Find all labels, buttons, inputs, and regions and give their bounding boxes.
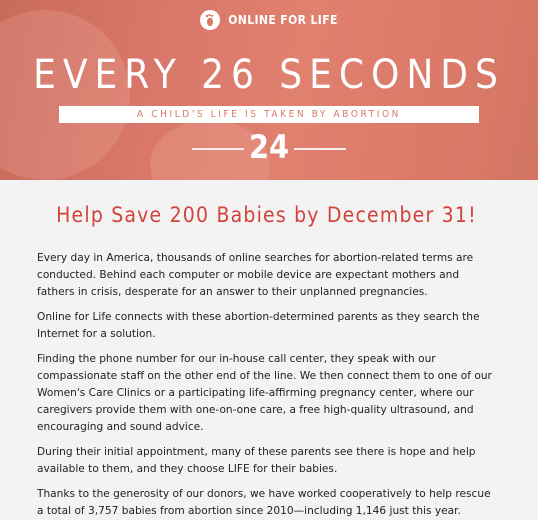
- body-paragraph: Online for Life connects with these abortion-determined parents as they search the Internet for a solution.: [37, 311, 480, 340]
- main-content: [0, 201, 538, 520]
- counter-divider-right: [294, 148, 346, 150]
- body-paragraph: Finding the phone number for our in-house call center, they speak with our compassionate staff on the other end of the line. We then connect them to one of our Women's Care Clinics or a participating life-affirming pregnancy center, where our caregivers provide them with one-on-one care, a free high-quality ultrasound, and encouraging and sound advice.: [37, 353, 492, 433]
- hero-subheadline-bar: [59, 106, 479, 123]
- page-title: Help Save 200 Babies by December 31!: [56, 203, 477, 227]
- hero-banner: [0, 0, 538, 180]
- hero-headline: EVERY 26 SECONDS: [33, 52, 505, 98]
- body-paragraph: Thanks to the generosity of our donors, we have worked cooperatively to help rescue a total of 3,757 babies from abortion since 2010—including 1,146 just this year.: [37, 488, 491, 517]
- footprint-icon: [200, 10, 220, 30]
- body-paragraph: Every day in America, thousands of online searches for abortion-related terms are conducted. Behind each computer or mobile device are expectant mothers and fathers in crisis, desperate for an answer to their unplanned pregnancies.: [37, 252, 474, 298]
- brand-logo[interactable]: [0, 10, 538, 30]
- body-paragraph: During their initial appointment, many of these parents see there is hope and help available to them, and they choose LIFE for their babies.: [37, 446, 476, 475]
- brand-name: ONLINE FOR LIFE: [228, 13, 338, 27]
- seconds-counter: 24: [248, 128, 290, 166]
- hero-subheadline: A CHILD'S LIFE IS TAKEN BY ABORTION: [136, 109, 401, 120]
